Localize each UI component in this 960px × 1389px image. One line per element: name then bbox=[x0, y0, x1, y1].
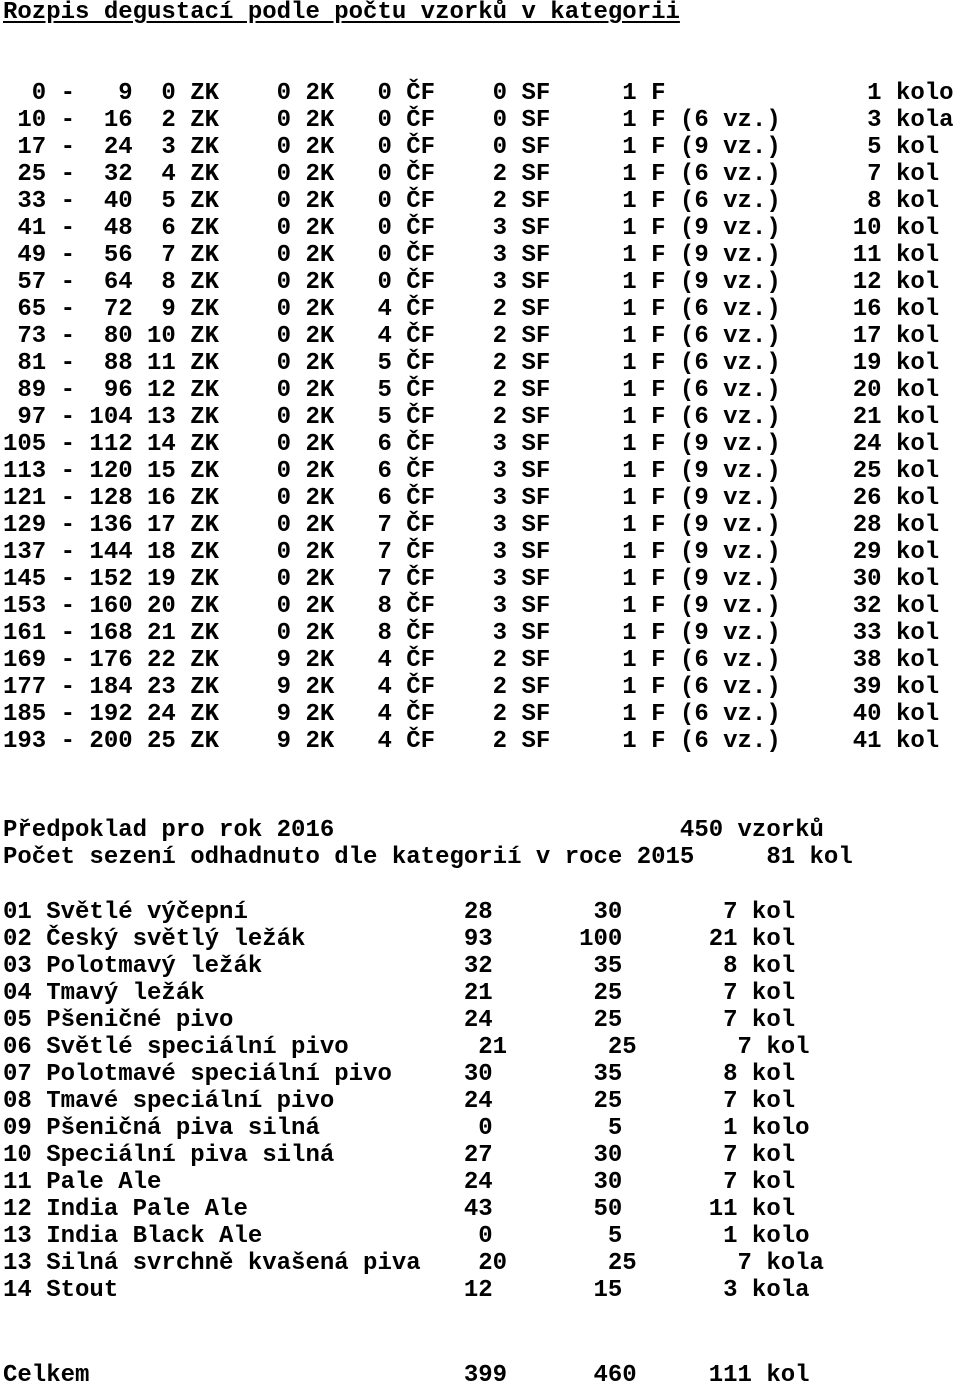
range-row: 105 - 112 14 ZK 0 2K 6 ČF 3 SF 1 F (9 vz.) 24 kol bbox=[3, 431, 940, 458]
range-row: 97 - 104 13 ZK 0 2K 5 ČF 2 SF 1 F (6 vz.) 21 kol bbox=[3, 404, 940, 431]
range-row: 113 - 120 15 ZK 0 2K 6 ČF 3 SF 1 F (9 vz.) 25 kol bbox=[3, 458, 940, 485]
category-row: 03 Polotmavý ležák 32 35 8 kol bbox=[3, 953, 796, 980]
range-row: 153 - 160 20 ZK 0 2K 8 ČF 3 SF 1 F (9 vz.) 32 kol bbox=[3, 593, 940, 620]
page-title: Rozpis degustací podle počtu vzorků v kategorii bbox=[3, 0, 680, 26]
total-row: Celkem 399 460 111 kol bbox=[3, 1362, 810, 1389]
category-row: 12 India Pale Ale 43 50 11 kol bbox=[3, 1196, 796, 1223]
range-row: 41 - 48 6 ZK 0 2K 0 ČF 3 SF 1 F (9 vz.) 10 kol bbox=[3, 215, 940, 242]
range-row: 17 - 24 3 ZK 0 2K 0 ČF 0 SF 1 F (9 vz.) 5 kol bbox=[3, 134, 940, 161]
category-row: 02 Český světlý ležák 93 100 21 kol bbox=[3, 926, 796, 953]
total-section bbox=[0, 1362, 960, 1389]
category-row: 10 Speciální piva silná 27 30 7 kol bbox=[3, 1142, 796, 1169]
category-row: 13 India Black Ale 0 5 1 kolo bbox=[3, 1223, 810, 1250]
category-row: 06 Světlé speciální pivo 21 25 7 kol bbox=[3, 1034, 810, 1061]
category-table bbox=[0, 899, 960, 1304]
category-row: 11 Pale Ale 24 30 7 kol bbox=[3, 1169, 796, 1196]
range-row: 169 - 176 22 ZK 9 2K 4 ČF 2 SF 1 F (6 vz.) 38 kol bbox=[3, 647, 940, 674]
range-row: 73 - 80 10 ZK 0 2K 4 ČF 2 SF 1 F (6 vz.) 17 kol bbox=[3, 323, 940, 350]
forecast-samples: Předpoklad pro rok 2016 450 vzorků bbox=[3, 817, 824, 844]
range-table bbox=[0, 80, 960, 755]
category-row: 14 Stout 12 15 3 kola bbox=[3, 1277, 810, 1304]
category-row: 05 Pšeničné pivo 24 25 7 kol bbox=[3, 1007, 796, 1034]
forecast-sessions: Počet sezení odhadnuto dle kategorií v roce 2015 81 kol bbox=[3, 844, 853, 871]
range-row: 129 - 136 17 ZK 0 2K 7 ČF 3 SF 1 F (9 vz.) 28 kol bbox=[3, 512, 940, 539]
category-row: 04 Tmavý ležák 21 25 7 kol bbox=[3, 980, 796, 1007]
range-row: 121 - 128 16 ZK 0 2K 6 ČF 3 SF 1 F (9 vz.) 26 kol bbox=[3, 485, 940, 512]
category-row: 07 Polotmavé speciální pivo 30 35 8 kol bbox=[3, 1061, 796, 1088]
range-row: 49 - 56 7 ZK 0 2K 0 ČF 3 SF 1 F (9 vz.) 11 kol bbox=[3, 242, 940, 269]
category-row: 13 Silná svrchně kvašená piva 20 25 7 kola bbox=[3, 1250, 824, 1277]
range-row: 33 - 40 5 ZK 0 2K 0 ČF 2 SF 1 F (6 vz.) 8 kol bbox=[3, 188, 940, 215]
category-row: 09 Pšeničná piva silná 0 5 1 kolo bbox=[3, 1115, 810, 1142]
range-row: 0 - 9 0 ZK 0 2K 0 ČF 0 SF 1 F 1 kolo bbox=[3, 80, 954, 107]
range-row: 185 - 192 24 ZK 9 2K 4 ČF 2 SF 1 F (6 vz.) 40 kol bbox=[3, 701, 940, 728]
range-row: 145 - 152 19 ZK 0 2K 7 ČF 3 SF 1 F (9 vz.) 30 kol bbox=[3, 566, 940, 593]
forecast-section bbox=[0, 817, 960, 871]
range-row: 161 - 168 21 ZK 0 2K 8 ČF 3 SF 1 F (9 vz.) 33 kol bbox=[3, 620, 940, 647]
range-row: 177 - 184 23 ZK 9 2K 4 ČF 2 SF 1 F (6 vz.) 39 kol bbox=[3, 674, 940, 701]
range-row: 10 - 16 2 ZK 0 2K 0 ČF 0 SF 1 F (6 vz.) 3 kola bbox=[3, 107, 954, 134]
range-row: 57 - 64 8 ZK 0 2K 0 ČF 3 SF 1 F (9 vz.) 12 kol bbox=[3, 269, 940, 296]
range-row: 81 - 88 11 ZK 0 2K 5 ČF 2 SF 1 F (6 vz.) 19 kol bbox=[3, 350, 940, 377]
range-row: 65 - 72 9 ZK 0 2K 4 ČF 2 SF 1 F (6 vz.) 16 kol bbox=[3, 296, 940, 323]
range-row: 25 - 32 4 ZK 0 2K 0 ČF 2 SF 1 F (6 vz.) 7 kol bbox=[3, 161, 940, 188]
category-row: 08 Tmavé speciální pivo 24 25 7 kol bbox=[3, 1088, 796, 1115]
range-row: 89 - 96 12 ZK 0 2K 5 ČF 2 SF 1 F (6 vz.) 20 kol bbox=[3, 377, 940, 404]
range-row: 137 - 144 18 ZK 0 2K 7 ČF 3 SF 1 F (9 vz.) 29 kol bbox=[3, 539, 940, 566]
range-row: 193 - 200 25 ZK 9 2K 4 ČF 2 SF 1 F (6 vz.) 41 kol bbox=[3, 728, 940, 755]
category-row: 01 Světlé výčepní 28 30 7 kol bbox=[3, 899, 796, 926]
